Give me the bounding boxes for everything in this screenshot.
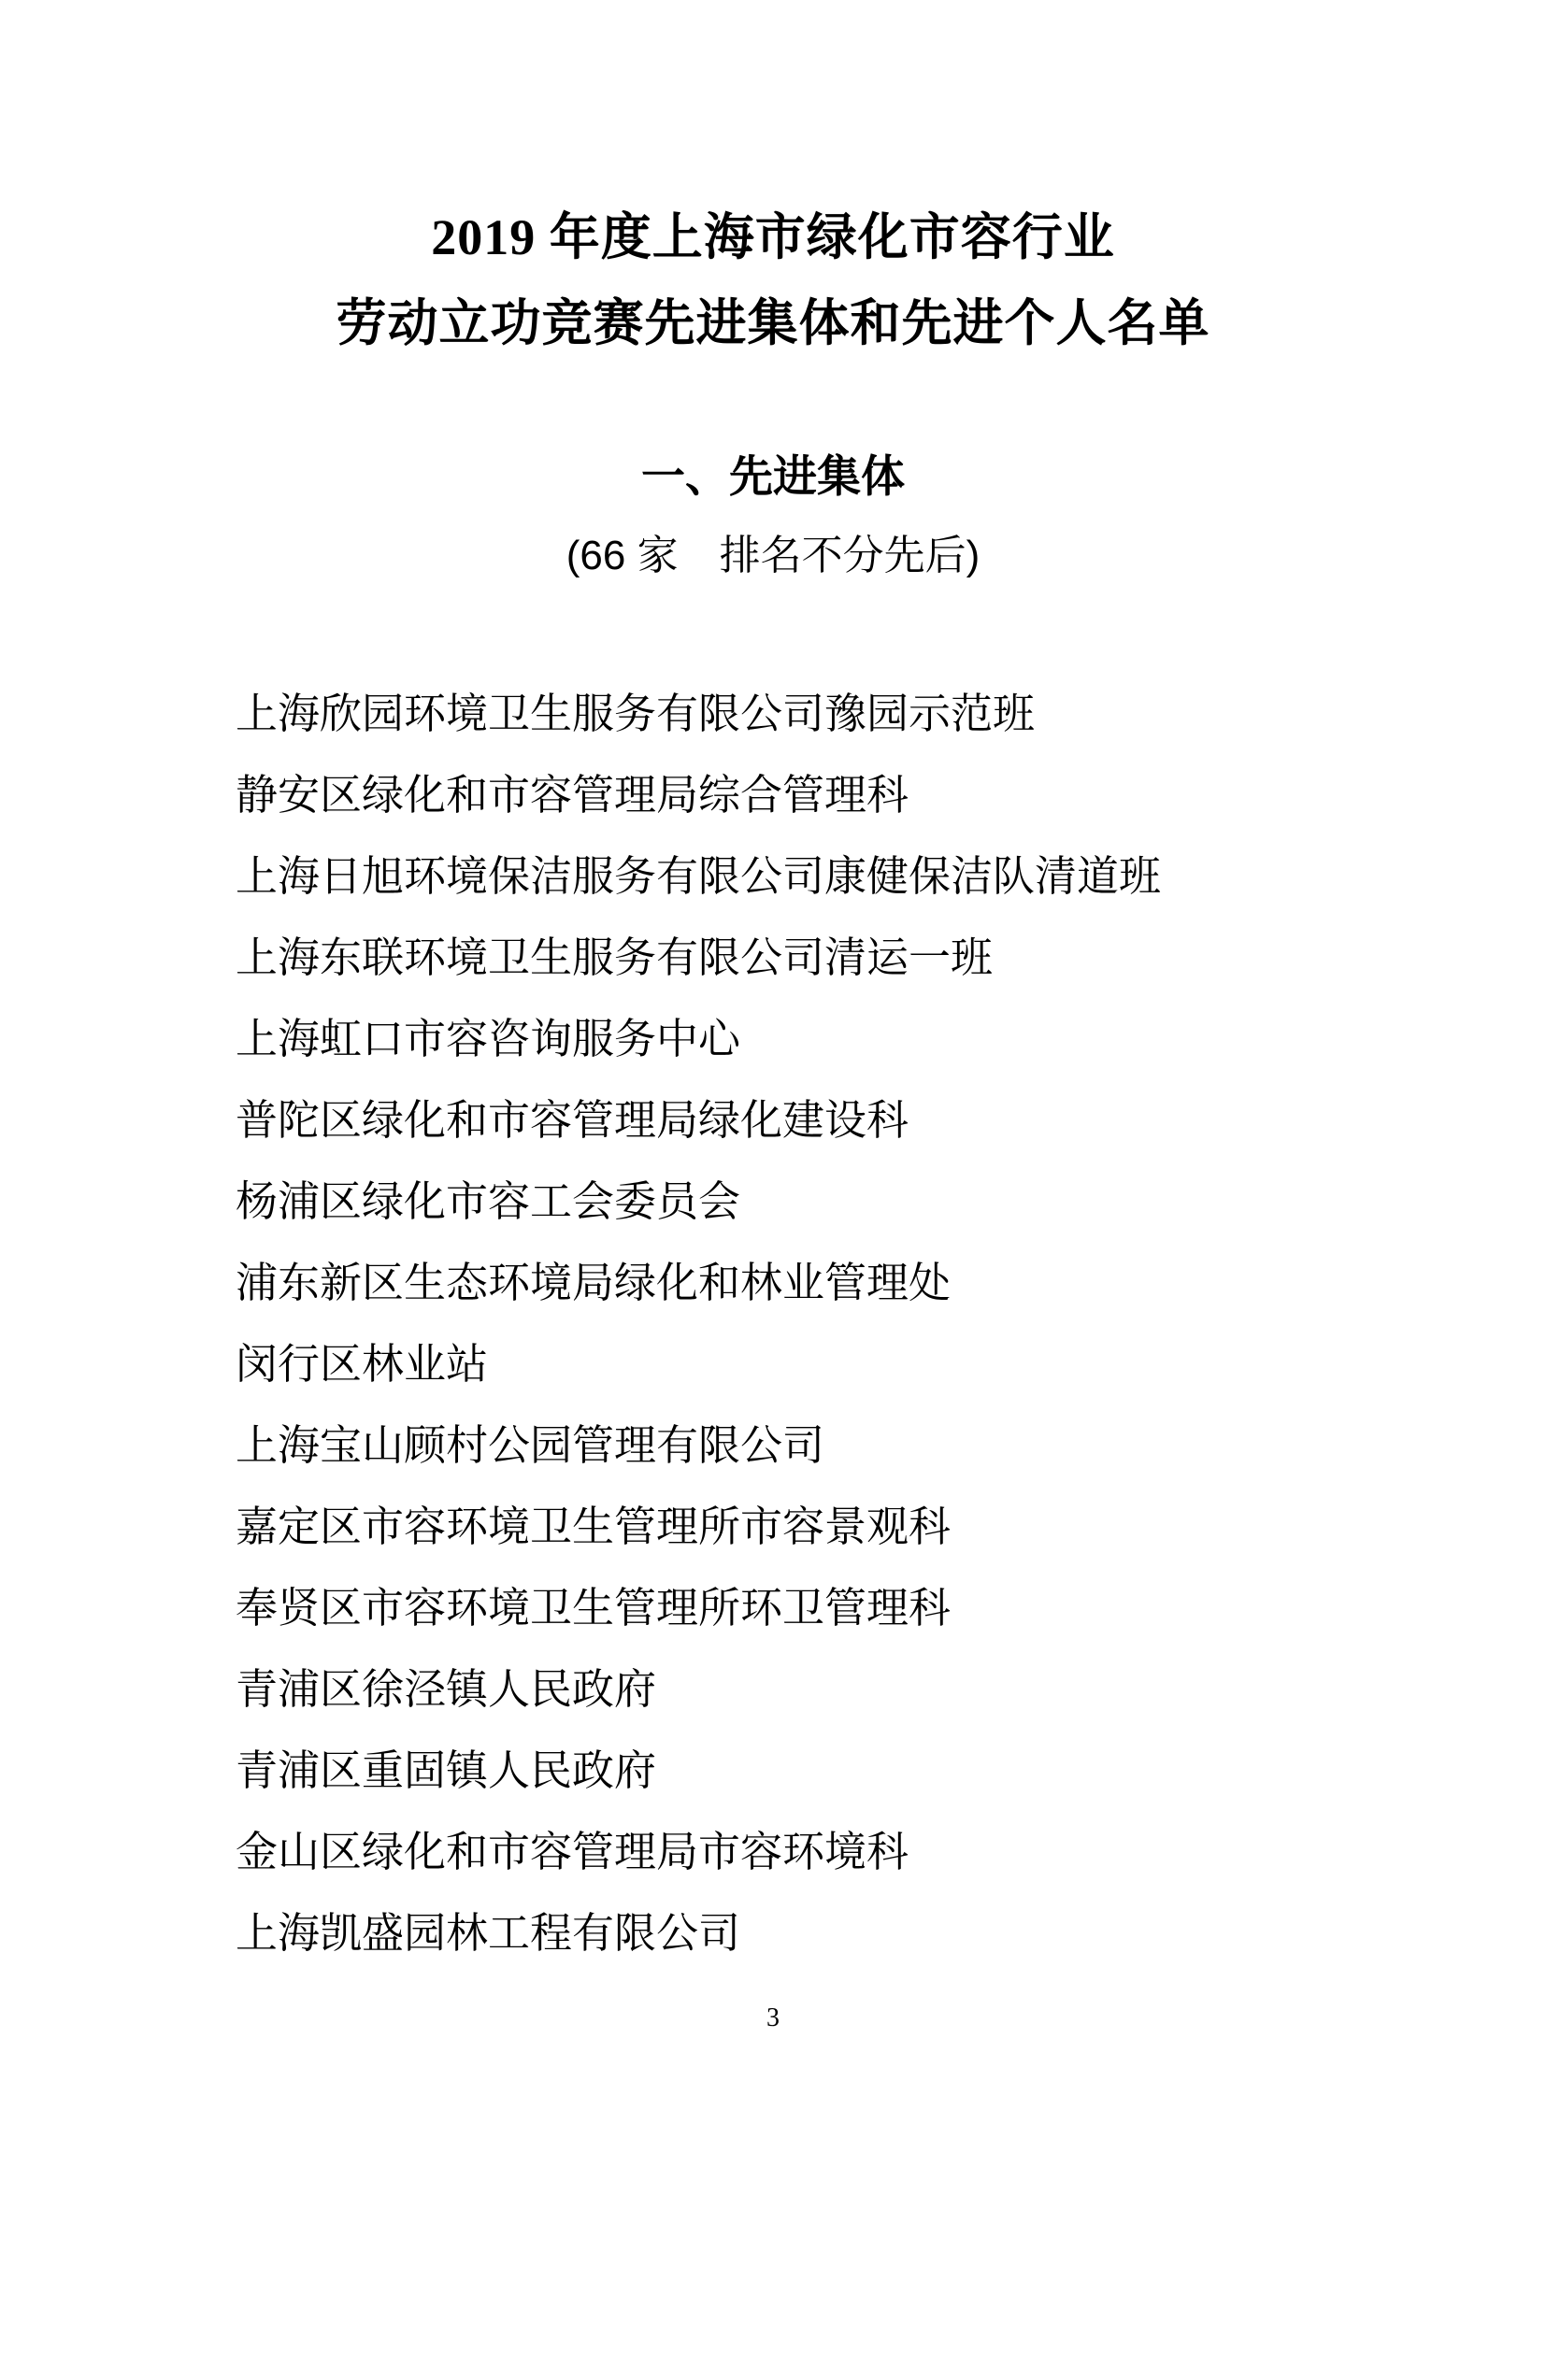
list-item: 上海虹口市容咨询服务中心 xyxy=(236,1015,741,1062)
list-item: 金山区绿化和市容管理局市容环境科 xyxy=(236,1828,909,1875)
list-item: 杨浦区绿化市容工会委员会 xyxy=(236,1177,741,1225)
doc-title xyxy=(0,194,1546,366)
list-item: 浦东新区生态环境局绿化和林业管理处 xyxy=(236,1259,952,1306)
doc-title-line-1: 2019 年度上海市绿化市容行业 xyxy=(431,209,1115,265)
list-item: 普陀区绿化和市容管理局绿化建设科 xyxy=(236,1096,909,1144)
page-number: 3 xyxy=(766,2003,780,2032)
list-item: 上海宝山顾村公园管理有限公司 xyxy=(236,1421,825,1469)
awardee-list xyxy=(0,673,1546,1974)
list-item: 奉贤区市容环境卫生管理所环卫管理科 xyxy=(236,1584,952,1632)
section-heading: 一、先进集体 xyxy=(641,451,905,501)
document-page xyxy=(0,194,1546,2380)
list-item: 上海东联环境卫生服务有限公司清运一班 xyxy=(236,933,994,981)
list-item: 嘉定区市容环境卫生管理所市容景观科 xyxy=(236,1503,952,1550)
list-item: 青浦区徐泾镇人民政府 xyxy=(236,1665,657,1713)
doc-title-line-2: 劳动立功竞赛先进集体和先进个人名单 xyxy=(336,295,1210,351)
list-item: 上海凯盛园林工程有限公司 xyxy=(236,1909,741,1957)
section-note: (66 家 排名不分先后) xyxy=(565,533,981,578)
list-item: 上海欣园环境卫生服务有限公司豫园示范班 xyxy=(236,690,1036,737)
list-item: 上海日旭环境保洁服务有限公司康健保洁队清道班 xyxy=(236,852,1162,900)
list-item: 静安区绿化和市容管理局综合管理科 xyxy=(236,771,909,819)
list-item: 青浦区重固镇人民政府 xyxy=(236,1746,657,1794)
list-item: 闵行区林业站 xyxy=(236,1340,489,1388)
